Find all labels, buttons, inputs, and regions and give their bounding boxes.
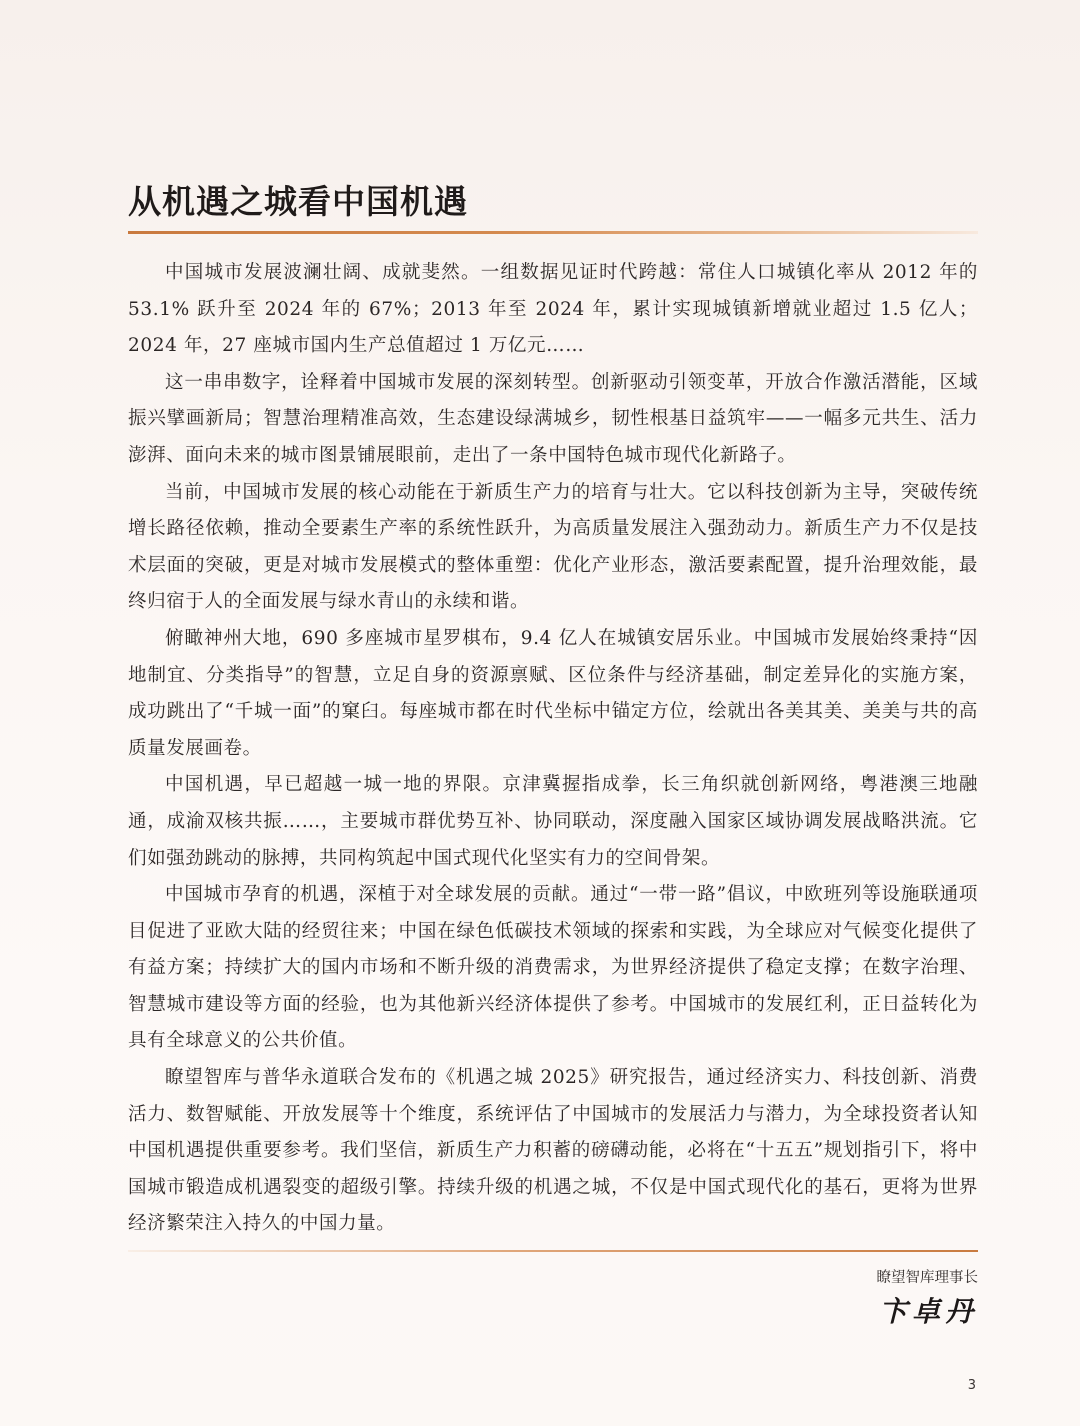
paragraph: 俯瞰神州大地，690 多座城市星罗棋布，9.4 亿人在城镇安居乐业。中国城市发展始终秉持“因地制宜、分类指导”的智慧，立足自身的资源禀赋、区位条件与经济基础，制定差异化的实施方案，成功跳出了“千城一面”的窠臼。每座城市都在时代坐标中锚定方位，绘就出各美其美、美美与共的高质量发展画卷。 xyxy=(128,627,978,759)
signature-role: 瞭望智库理事长 xyxy=(876,1270,978,1286)
paragraph: 中国城市发展波澜壮阔、成就斐然。一组数据见证时代跨越：常住人口城镇化率从 2012 年的 53.1% 跃升至 2024 年的 67%；2013 年至 2024 年，累计实现城镇新增就业超过 1.5 亿人；2024 年，27 座城市国内生产总值超过 1 万亿元…… xyxy=(128,262,978,357)
title-divider xyxy=(128,231,978,234)
article-body xyxy=(128,255,978,1243)
article-title: 从机遇之城看中国机遇 xyxy=(128,182,468,221)
paragraph: 这一串串数字，诠释着中国城市发展的深刻转型。创新驱动引领变革，开放合作激活潜能，区域振兴擘画新局；智慧治理精准高效，生态建设绿满城乡，韧性根基日益筑牢——一幅多元共生、活力澎湃、面向未来的城市图景铺展眼前，走出了一条中国特色城市现代化新路子。 xyxy=(128,371,978,466)
paragraph: 中国城市孕育的机遇，深植于对全球发展的贡献。通过“一带一路”倡议，中欧班列等设施联通项目促进了亚欧大陆的经贸往来；中国在绿色低碳技术领域的探索和实践，为全球应对气候变化提供了有益方案；持续扩大的国内市场和不断升级的消费需求，为世界经济提供了稳定支撑；在数字治理、智慧城市建设等方面的经验，也为其他新兴经济体提供了参考。中国城市的发展红利，正日益转化为具有全球意义的公共价值。 xyxy=(128,884,978,1052)
paragraph: 中国机遇，早已超越一城一地的界限。京津冀握指成拳，长三角织就创新网络，粤港澳三地融通，成渝双核共振……，主要城市群优势互补、协同联动，深度融入国家区域协调发展战略洪流。它们如强劲跳动的脉搏，共同构筑起中国式现代化坚实有力的空间骨架。 xyxy=(128,774,978,869)
signature-name: 卞卓丹 xyxy=(878,1295,978,1328)
paragraph: 当前，中国城市发展的核心动能在于新质生产力的培育与壮大。它以科技创新为主导，突破传统增长路径依赖，推动全要素生产率的系统性跃升，为高质量发展注入强劲动力。新质生产力不仅是技术层面的突破，更是对城市发展模式的整体重塑：优化产业形态，激活要素配置，提升治理效能，最终归宿于人的全面发展与绿水青山的永续和谐。 xyxy=(128,481,978,613)
signature-divider xyxy=(128,1250,978,1252)
paragraph: 瞭望智库与普华永道联合发布的《机遇之城 2025》研究报告，通过经济实力、科技创新、消费活力、数智赋能、开放发展等十个维度，系统评估了中国城市的发展活力与潜力，为全球投资者认知中国机遇提供重要参考。我们坚信，新质生产力积蓄的磅礴动能，必将在“十五五”规划指引下，将中国城市锻造成机遇裂变的超级引擎。持续升级的机遇之城，不仅是中国式现代化的基石，更将为世界经济繁荣注入持久的中国力量。 xyxy=(128,1067,978,1235)
page-number: 3 xyxy=(967,1378,976,1393)
